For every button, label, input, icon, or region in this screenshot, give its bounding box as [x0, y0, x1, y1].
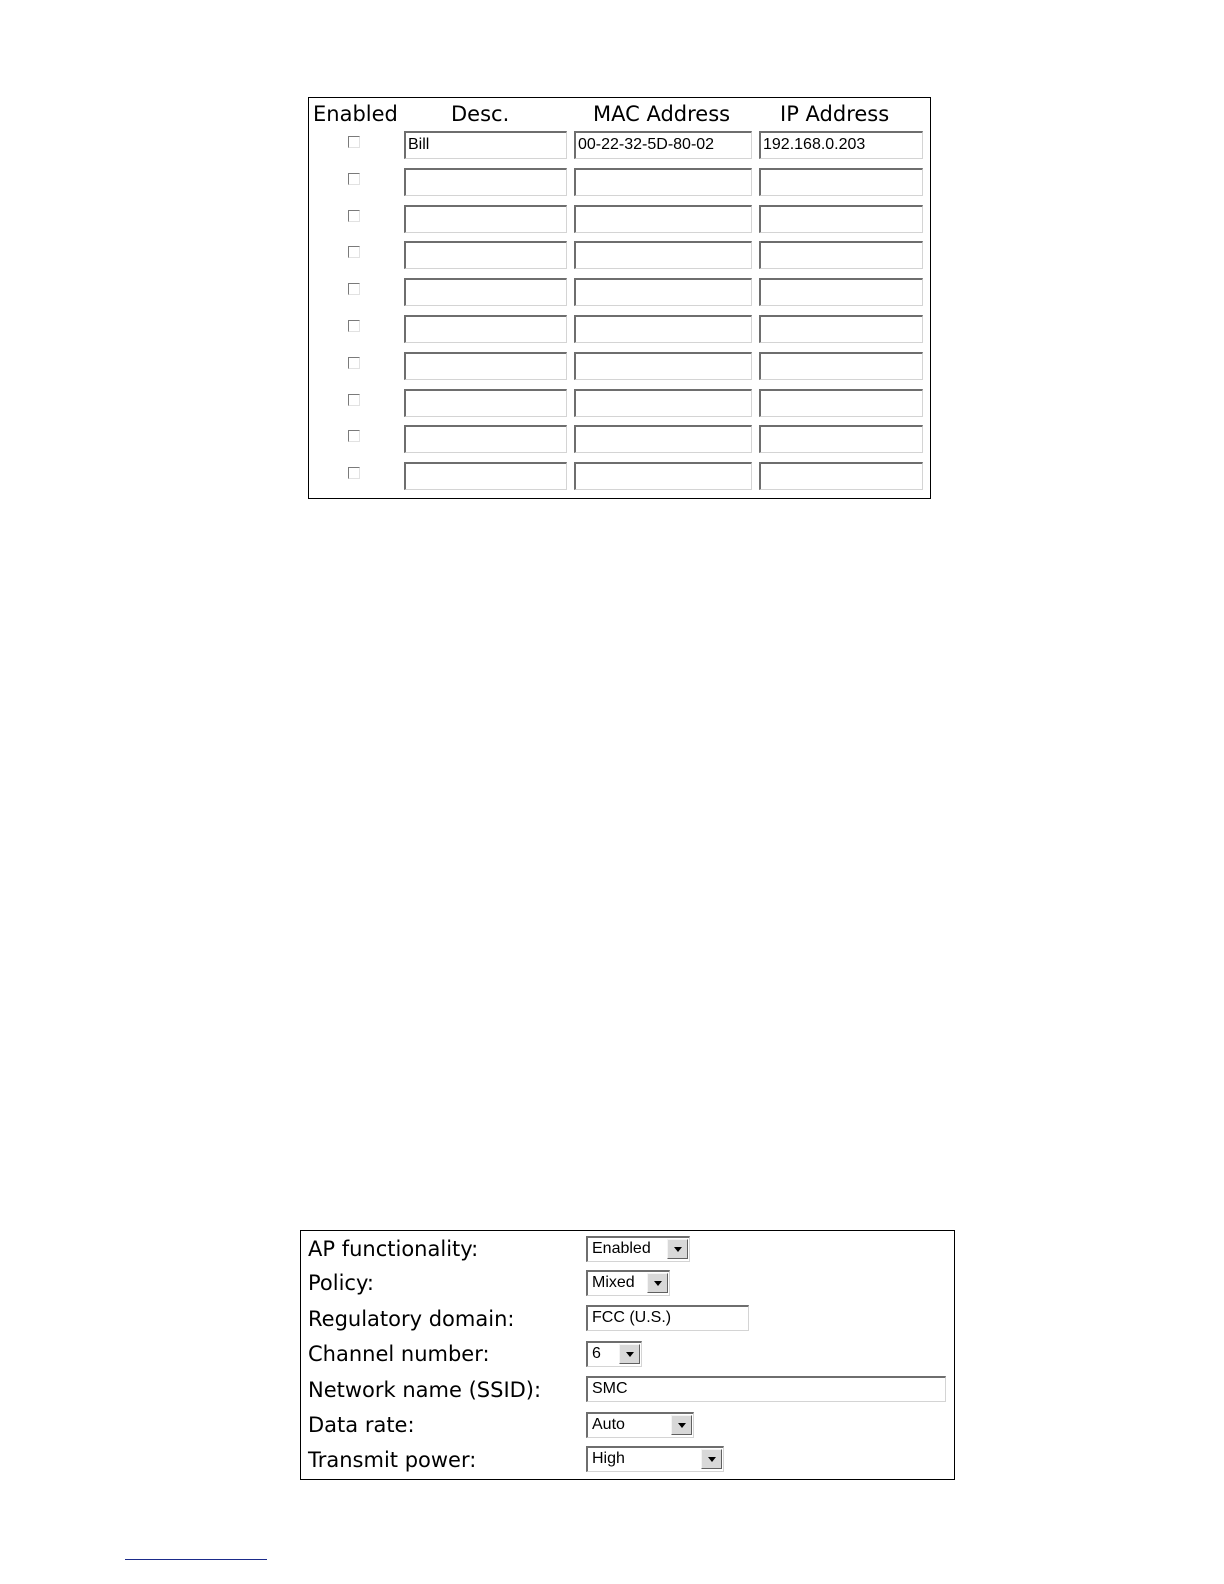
ip-address-field[interactable]	[759, 241, 923, 269]
enabled-checkbox[interactable]	[348, 430, 360, 442]
ip-address-field[interactable]	[759, 278, 923, 306]
ap-functionality-value: Enabled	[592, 1240, 651, 1257]
desc-field[interactable]	[404, 205, 567, 233]
header-mac-address: MAC Address	[593, 102, 731, 126]
header-enabled: Enabled	[313, 102, 398, 126]
regulatory-domain-field[interactable]: FCC (U.S.)	[586, 1305, 749, 1331]
enabled-checkbox[interactable]	[348, 210, 360, 222]
desc-field[interactable]	[404, 425, 567, 453]
table-row	[309, 205, 930, 233]
network-name-field[interactable]: SMC	[586, 1376, 946, 1402]
ip-address-field[interactable]	[759, 425, 923, 453]
table-row	[309, 168, 930, 196]
ip-address-field[interactable]	[759, 389, 923, 417]
data-rate-label: Data rate:	[308, 1413, 415, 1437]
enabled-checkbox[interactable]	[348, 173, 360, 185]
ip-address-field[interactable]	[759, 315, 923, 343]
ip-address-field[interactable]	[759, 205, 923, 233]
mac-address-field[interactable]	[574, 168, 752, 196]
table-row	[309, 241, 930, 269]
transmit-power-label: Transmit power:	[308, 1448, 477, 1472]
chevron-down-icon[interactable]	[701, 1449, 722, 1469]
desc-field[interactable]	[404, 389, 567, 417]
mac-address-field[interactable]	[574, 205, 752, 233]
desc-field[interactable]: Bill	[404, 131, 567, 159]
ap-settings-panel	[300, 1230, 955, 1480]
desc-field[interactable]	[404, 278, 567, 306]
regulatory-domain-label: Regulatory domain:	[308, 1307, 515, 1331]
mac-address-field[interactable]	[574, 462, 752, 490]
header-desc: Desc.	[451, 102, 510, 126]
data-rate-select[interactable]	[586, 1412, 694, 1438]
table-row	[309, 278, 930, 306]
mac-address-field[interactable]: 00-22-32-5D-80-02	[574, 131, 752, 159]
chevron-down-icon[interactable]	[619, 1344, 640, 1364]
chevron-down-icon[interactable]	[647, 1273, 668, 1293]
table-row	[309, 425, 930, 453]
table-row	[309, 462, 930, 490]
mac-address-field[interactable]	[574, 241, 752, 269]
static-dhcp-table	[308, 97, 931, 499]
desc-field[interactable]	[404, 168, 567, 196]
data-rate-value: Auto	[592, 1416, 625, 1433]
desc-field[interactable]	[404, 315, 567, 343]
footnote-rule	[125, 1559, 267, 1560]
chevron-down-icon[interactable]	[667, 1239, 688, 1259]
ip-address-field[interactable]	[759, 168, 923, 196]
desc-field[interactable]	[404, 462, 567, 490]
channel-number-value: 6	[592, 1345, 601, 1362]
mac-address-field[interactable]	[574, 278, 752, 306]
table-row	[309, 315, 930, 343]
header-ip-address: IP Address	[780, 102, 890, 126]
enabled-checkbox[interactable]	[348, 136, 360, 148]
ap-functionality-select[interactable]	[586, 1236, 690, 1262]
transmit-power-value: High	[592, 1450, 625, 1467]
table-row	[309, 131, 930, 159]
mac-address-field[interactable]	[574, 352, 752, 380]
enabled-checkbox[interactable]	[348, 246, 360, 258]
enabled-checkbox[interactable]	[348, 283, 360, 295]
mac-address-field[interactable]	[574, 425, 752, 453]
mac-address-field[interactable]	[574, 389, 752, 417]
enabled-checkbox[interactable]	[348, 320, 360, 332]
table-row	[309, 389, 930, 417]
channel-number-label: Channel number:	[308, 1342, 490, 1366]
enabled-checkbox[interactable]	[348, 394, 360, 406]
channel-number-select[interactable]	[586, 1341, 642, 1367]
ap-functionality-label: AP functionality:	[308, 1237, 479, 1261]
policy-label: Policy:	[308, 1271, 374, 1295]
chevron-down-icon[interactable]	[671, 1415, 692, 1435]
table-row	[309, 352, 930, 380]
enabled-checkbox[interactable]	[348, 467, 360, 479]
mac-address-field[interactable]	[574, 315, 752, 343]
desc-field[interactable]	[404, 352, 567, 380]
network-name-label: Network name (SSID):	[308, 1378, 542, 1402]
ip-address-field[interactable]	[759, 462, 923, 490]
ip-address-field[interactable]: 192.168.0.203	[759, 131, 923, 159]
policy-select[interactable]	[586, 1270, 670, 1296]
policy-value: Mixed	[592, 1274, 635, 1291]
enabled-checkbox[interactable]	[348, 357, 360, 369]
transmit-power-select[interactable]	[586, 1446, 724, 1472]
ip-address-field[interactable]	[759, 352, 923, 380]
desc-field[interactable]	[404, 241, 567, 269]
